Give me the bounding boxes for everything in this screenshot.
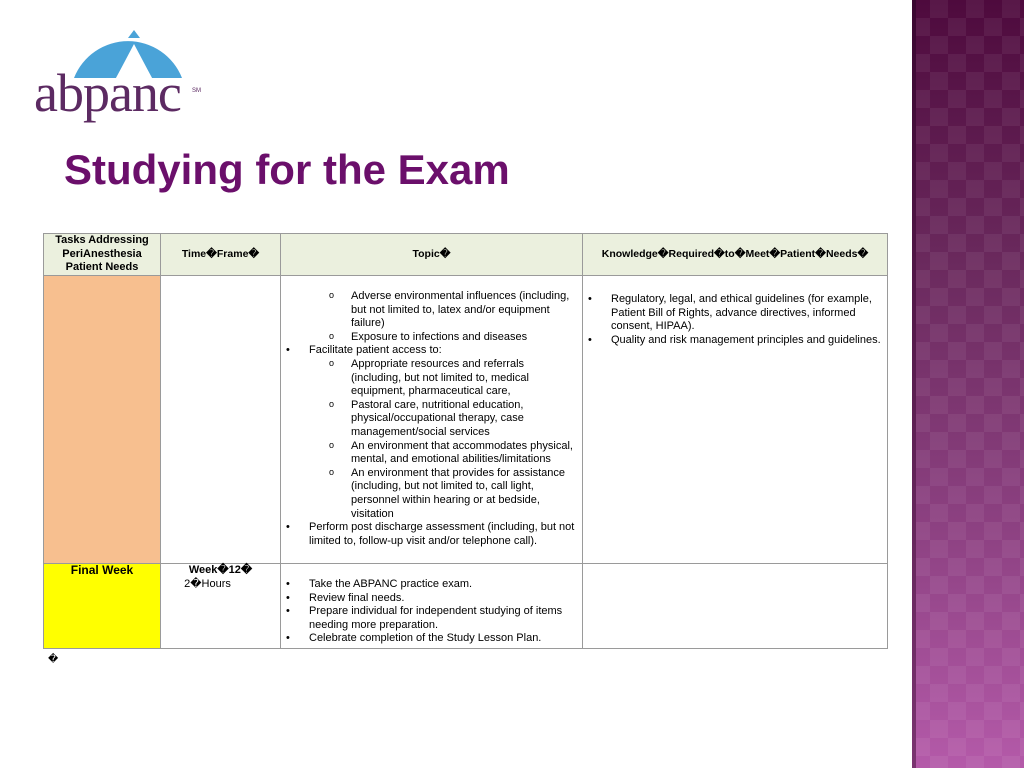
table-row [44,564,888,649]
list-item-text: Facilitate patient access to: [309,344,442,357]
topic-list [281,344,576,358]
topic-list [281,521,576,548]
topic-cell [281,276,583,564]
list-item: • Quality and risk management principles and guidelines. [583,334,881,348]
final-knowledge-cell [583,564,888,649]
list-item: o Adverse environmental influences (including, but not limited to, latex and/or equipment failure) [281,290,576,331]
abpanc-logo [34,30,214,134]
list-item: o Appropriate resources and referrals (including, but not limited to, medical equipment, pharmaceutical care, [281,358,576,399]
table-header-row [44,234,888,276]
topic-sublist [281,358,576,521]
time-frame-cell-empty [161,276,281,564]
list-item: • Prepare individual for independent studying of items needing more preparation. [281,605,576,632]
list-item: o An environment that provides for assistance (including, but not limited to, call light, personnel within hearing or at bedside, visitation [281,467,576,521]
page-title: Studying for the Exam [64,146,510,193]
header-topic: Topic� [281,234,583,276]
header-time-frame: Time�Frame� [161,234,281,276]
task-cell-orange [44,276,161,564]
topic-sublist [281,290,576,344]
knowledge-cell [583,276,888,564]
list-item: o An environment that accommodates physical, mental, and emotional abilities/limitations [281,440,576,467]
list-item: • Regulatory, legal, and ethical guidelines (for example, Patient Bill of Rights, advance directives, informed consent, HIPAA). [583,293,881,334]
week-label: Week�12� [188,564,253,576]
header-tasks: Tasks Addressing PeriAnesthesia Patient Needs [44,234,161,276]
logo-trademark: SM [192,88,201,94]
list-item: o Exposure to infections and diseases [281,331,576,345]
final-week-cell: Final Week [44,564,161,649]
list-item: • Review final needs. [281,592,576,606]
list-item: • Take the ABPANC practice exam. [281,578,576,592]
list-item: • Perform post discharge assessment (including, but not limited to, follow-up visit and/or telephone call). [281,521,576,548]
hours-label: 2�Hours [184,577,231,590]
study-plan-table [43,233,888,649]
logo-wordmark: abpanc [34,63,181,123]
header-knowledge: Knowledge�Required�to�Meet�Patient�Needs� [583,234,888,276]
decorative-side-panel [912,0,1024,768]
diamond-pattern [912,0,1024,768]
time-frame-cell [161,564,281,649]
final-topic-list [281,578,576,646]
list-item: o Pastoral care, nutritional education, physical/occupational therapy, case management/social services [281,399,576,440]
side-panel-edge [912,0,916,768]
list-item: • Celebrate completion of the Study Lesson Plan. [281,632,576,646]
final-topic-cell [281,564,583,649]
list-item [281,344,576,358]
footnote-glyph: � [48,654,59,665]
table-row [44,276,888,564]
knowledge-list [583,293,881,347]
